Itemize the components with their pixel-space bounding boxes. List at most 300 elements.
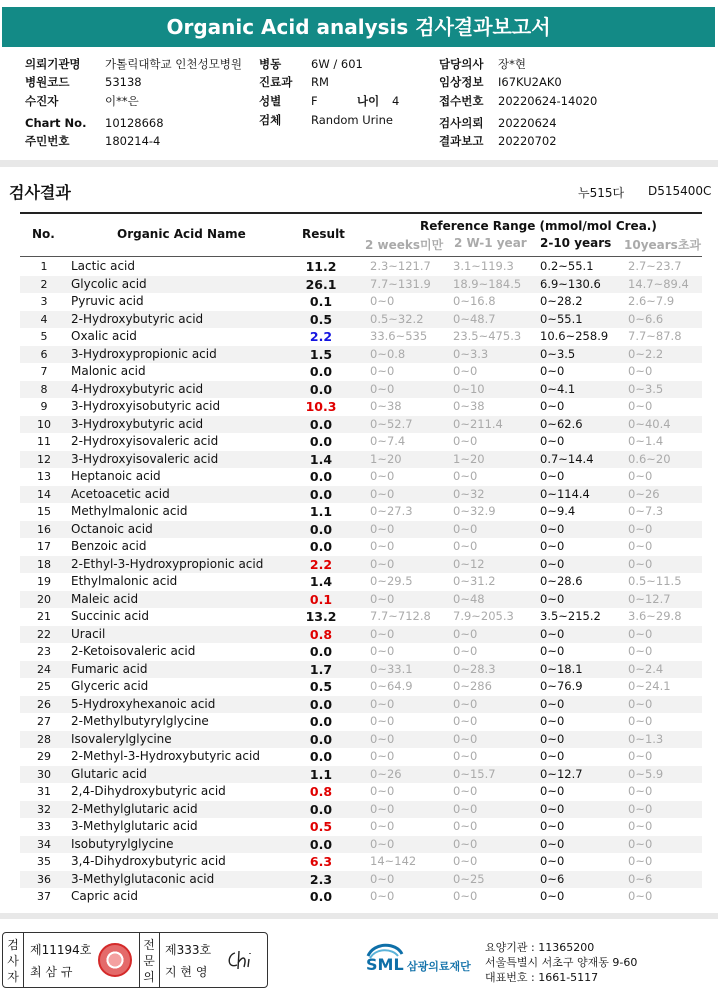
table-row — [20, 801, 702, 819]
reference-range: 14~142 — [370, 854, 417, 868]
reference-range: 0~0 — [453, 854, 478, 868]
result-value: 0.0 — [309, 539, 333, 554]
result-value: 0.0 — [309, 644, 333, 659]
reference-range: 0~3.5 — [540, 346, 576, 361]
reference-range: 0~0 — [628, 854, 653, 868]
acid-name: Methylmalonic acid — [71, 504, 188, 518]
result-value: 0.0 — [309, 364, 333, 379]
reference-range: 0~0 — [540, 714, 565, 728]
lab-logo-text: SML — [366, 955, 404, 974]
reference-range: 0~32.9 — [453, 504, 496, 518]
row-number: 9 — [40, 400, 48, 413]
reference-range: 0~0 — [453, 731, 478, 746]
reference-range: 0~0 — [628, 556, 653, 571]
acid-name: 2-Methylbutyrylglycine — [71, 714, 209, 728]
reference-range: 0~32 — [453, 486, 485, 501]
reference-range: 6.9~130.6 — [540, 276, 601, 291]
row-number: 13 — [37, 470, 51, 483]
table-row — [20, 731, 702, 749]
result-value: 0.5 — [309, 311, 333, 327]
reference-range: 7.7~712.8 — [370, 609, 431, 623]
row-number: 1 — [40, 260, 48, 273]
reference-range: 0~15.7 — [453, 766, 496, 781]
acid-name: 2,4-Dihydroxybutyric acid — [71, 784, 226, 798]
acid-name: 2-Ketoisovaleric acid — [71, 644, 196, 658]
result-value: 6.3 — [309, 854, 333, 869]
reference-range: 0~2.2 — [628, 346, 664, 361]
reference-range: 3.5~215.2 — [540, 609, 601, 623]
result-value: 0.1 — [309, 294, 333, 309]
result-value: 0.8 — [309, 784, 333, 799]
acid-name: Isobutyrylglycine — [71, 836, 174, 851]
row-number: 30 — [37, 767, 51, 781]
row-number: 22 — [37, 627, 51, 641]
reference-range: 0~5.9 — [628, 766, 664, 781]
header-ref-2w-1y: 2 W-1 year — [454, 236, 527, 250]
age-label: 나이 — [357, 94, 380, 108]
table-row — [20, 258, 702, 276]
result-value: 26.1 — [305, 276, 337, 292]
acid-name: 3-Methylglutaric acid — [71, 819, 198, 833]
table-row — [20, 748, 702, 766]
acid-name: 2-Hydroxybutyric acid — [71, 311, 204, 326]
specialist-license: 제333호 — [165, 943, 212, 957]
table-row — [20, 311, 702, 329]
result-value: 0.8 — [309, 626, 333, 642]
acid-name: Glyceric acid — [71, 679, 149, 693]
reference-range: 0~0 — [540, 539, 565, 553]
result-value: 13.2 — [305, 609, 337, 624]
result-value: 0.0 — [309, 381, 333, 397]
lab-name: 삼광의료재단 — [407, 960, 471, 973]
row-number: 32 — [37, 802, 51, 816]
resident-no-label: 주민번호 — [25, 134, 70, 148]
header-result: Result — [302, 227, 345, 241]
acid-name: Benzoic acid — [71, 539, 147, 553]
reference-range: 0~0 — [370, 381, 395, 396]
reference-range: 0~0 — [540, 521, 565, 536]
reference-range: 0~0 — [540, 819, 565, 833]
reference-range: 0~55.1 — [540, 311, 583, 326]
reference-range: 0~7.3 — [628, 504, 664, 518]
table-row — [20, 328, 702, 346]
reference-range: 0~0 — [453, 696, 478, 711]
reference-range: 0~0 — [540, 854, 565, 868]
reference-range: 0~3.3 — [453, 346, 489, 361]
table-row — [20, 451, 702, 469]
row-number: 11 — [37, 435, 51, 448]
specimen-label: 검체 — [259, 113, 282, 127]
table-row — [20, 783, 702, 801]
reference-range: 1~20 — [370, 451, 402, 466]
reference-range: 0~9.4 — [540, 504, 576, 518]
result-value: 0.0 — [309, 889, 333, 904]
result-value: 1.1 — [309, 504, 333, 519]
reference-range: 0~114.4 — [540, 486, 590, 501]
row-number: 21 — [37, 610, 51, 623]
reference-range: 0~64.9 — [370, 679, 413, 693]
reference-range: 0~0 — [628, 626, 653, 641]
reference-range: 0~0 — [540, 836, 565, 851]
reference-range: 0~6.6 — [628, 311, 664, 326]
reference-range: 0~0 — [453, 889, 478, 903]
test-code: D515400C — [648, 184, 712, 198]
header-ref-under-2w: 2 weeks미만 — [365, 238, 444, 252]
requesting-org-label: 의뢰기관명 — [25, 57, 81, 71]
reference-range: 0~0 — [370, 469, 395, 483]
recipient: 이**은 — [105, 94, 139, 108]
reference-range: 0~0 — [628, 801, 653, 816]
reference-range: 0~0 — [453, 784, 478, 798]
report-date: 20220702 — [498, 134, 557, 148]
table-row — [20, 643, 702, 661]
reference-range: 33.6~535 — [370, 329, 428, 343]
row-number: 19 — [37, 575, 51, 588]
reference-range: 0~0 — [540, 556, 565, 571]
specimen: Random Urine — [311, 113, 393, 127]
row-number: 27 — [37, 715, 51, 728]
reference-range: 0~0 — [453, 626, 478, 641]
reference-range: 10.6~258.9 — [540, 329, 609, 343]
reference-range: 2.7~23.7 — [628, 259, 682, 273]
reference-range: 0~0 — [540, 784, 565, 798]
result-value: 0.0 — [309, 416, 333, 432]
table-row — [20, 503, 702, 521]
reference-range: 0~0 — [628, 696, 653, 711]
reference-range: 0~2.4 — [628, 661, 664, 676]
report-title: Organic Acid analysis 검사결과보고서 — [2, 7, 715, 47]
table-row — [20, 591, 702, 609]
reference-range: 0~12.7 — [628, 591, 671, 606]
reference-range: 0~29.5 — [370, 574, 413, 588]
table-row — [20, 696, 702, 714]
row-number: 18 — [37, 557, 51, 571]
doctor: 장*현 — [498, 57, 526, 71]
specialist-name: 지 현 영 — [165, 965, 208, 979]
table-row — [20, 818, 702, 836]
row-number: 8 — [40, 382, 48, 396]
row-number: 35 — [37, 855, 51, 868]
reference-range: 0~0 — [370, 731, 395, 746]
table-row — [20, 398, 702, 416]
acid-name: 5-Hydroxyhexanoic acid — [71, 696, 216, 711]
result-value: 0.0 — [309, 696, 333, 712]
reference-range: 0~0 — [370, 836, 395, 851]
row-number: 17 — [37, 540, 51, 553]
row-number: 31 — [37, 785, 51, 798]
reference-range: 0~40.4 — [628, 416, 671, 431]
request-date-label: 검사의뢰 — [439, 116, 484, 130]
reference-range: 14.7~89.4 — [628, 276, 689, 291]
acid-name: Uracil — [71, 626, 106, 641]
result-value: 0.0 — [309, 434, 333, 449]
reference-range: 1~20 — [453, 451, 485, 466]
header-ref-over-10y: 10years초과 — [624, 238, 702, 252]
reference-range: 7.9~205.3 — [453, 609, 514, 623]
table-row — [20, 766, 702, 784]
reference-range: 0~76.9 — [540, 679, 583, 693]
reference-range: 0~0 — [628, 784, 653, 798]
test-code-kr: 누515다 — [578, 186, 625, 200]
row-number: 10 — [37, 417, 51, 431]
seal-icon — [98, 943, 132, 977]
reference-range: 0~286 — [453, 679, 492, 693]
result-value: 2.3 — [309, 871, 333, 887]
table-row — [20, 871, 702, 889]
reference-range: 0~16.8 — [453, 294, 496, 308]
reference-range: 0~27.3 — [370, 504, 413, 518]
reference-range: 0~28.2 — [540, 294, 583, 308]
reference-range: 0~0 — [540, 434, 565, 448]
table-row — [20, 713, 702, 731]
row-number: 5 — [40, 330, 48, 343]
row-number: 3 — [40, 295, 48, 308]
result-value: 1.7 — [309, 661, 333, 677]
reference-range: 0~0 — [453, 434, 478, 448]
reference-range: 0~18.1 — [540, 661, 583, 676]
table-header-rule — [20, 256, 702, 257]
table-row — [20, 276, 702, 294]
acid-name: 3-Hydroxyisovaleric acid — [71, 451, 219, 466]
reference-range: 0~1.3 — [628, 731, 664, 746]
result-value: 1.4 — [309, 574, 333, 589]
result-value: 0.0 — [309, 749, 333, 764]
table-row — [20, 346, 702, 364]
examiner-license: 제11194호 — [30, 943, 92, 957]
result-value: 0.5 — [309, 819, 333, 834]
reference-range: 7.7~131.9 — [370, 276, 431, 291]
reference-range: 0~0 — [453, 714, 478, 728]
row-number: 28 — [37, 732, 51, 746]
acid-name: Octanoic acid — [71, 521, 153, 536]
reference-range: 0~1.4 — [628, 434, 664, 448]
age: 4 — [392, 94, 400, 108]
reference-range: 0~0 — [628, 399, 653, 413]
reference-range: 0.7~14.4 — [540, 451, 594, 466]
department: RM — [311, 75, 329, 89]
table-row — [20, 853, 702, 871]
row-number: 16 — [37, 522, 51, 536]
row-number: 34 — [37, 837, 51, 851]
table-row — [20, 836, 702, 854]
acid-name: Isovalerylglycine — [71, 731, 172, 746]
reference-range: 0~0 — [628, 819, 653, 833]
report-date-label: 결과보고 — [439, 134, 484, 148]
acid-name: 4-Hydroxybutyric acid — [71, 381, 204, 396]
reference-range: 0~0 — [453, 801, 478, 816]
acid-name: Capric acid — [71, 889, 138, 903]
reference-range: 0~0 — [540, 364, 565, 378]
table-row — [20, 678, 702, 696]
acid-name: 2-Methylglutaric acid — [71, 801, 198, 816]
result-value: 10.3 — [305, 399, 337, 414]
reference-range: 0~0 — [370, 644, 395, 658]
table-row — [20, 661, 702, 679]
reference-range: 0~0 — [540, 696, 565, 711]
reference-range: 0~0 — [370, 364, 395, 378]
acid-name: 3-Hydroxypropionic acid — [71, 346, 217, 361]
reference-range: 0~62.6 — [540, 416, 583, 431]
row-number: 6 — [40, 347, 48, 361]
reference-range: 0~12.7 — [540, 766, 583, 781]
ward-label: 병동 — [259, 57, 282, 71]
reference-range: 0~0 — [540, 801, 565, 816]
ward: 6W / 601 — [311, 57, 363, 71]
reference-range: 0~0 — [540, 889, 565, 903]
acid-name: Pyruvic acid — [71, 294, 144, 308]
row-number: 15 — [37, 505, 51, 518]
acid-name: Malonic acid — [71, 364, 146, 378]
doctor-label: 담당의사 — [439, 57, 484, 71]
hospital-code-label: 병원코드 — [25, 75, 70, 89]
chart-no: 10128668 — [105, 116, 164, 130]
row-number: 26 — [37, 697, 51, 711]
recipient-label: 수진자 — [25, 94, 59, 108]
result-value: 1.4 — [309, 451, 333, 467]
reference-range: 0~0 — [453, 644, 478, 658]
acid-name: Oxalic acid — [71, 329, 137, 343]
resident-no: 180214-4 — [105, 134, 161, 148]
table-top-rule — [20, 212, 702, 214]
reference-range: 0~0 — [540, 399, 565, 413]
clinical-info-label: 임상정보 — [439, 75, 484, 89]
receipt-no: 20220624-14020 — [498, 94, 598, 108]
receipt-no-label: 접수번호 — [439, 94, 484, 108]
header-name: Organic Acid Name — [117, 227, 246, 241]
acid-name: 3,4-Dihydroxybutyric acid — [71, 854, 226, 868]
reference-range: 0~0 — [370, 539, 395, 553]
table-row — [20, 433, 702, 451]
table-row — [20, 416, 702, 434]
signature-icon — [225, 947, 261, 973]
row-number: 36 — [37, 872, 51, 886]
reference-range: 2.6~7.9 — [628, 294, 675, 308]
reference-range: 0~211.4 — [453, 416, 503, 431]
reference-range: 0~0 — [453, 819, 478, 833]
result-value: 0.0 — [309, 731, 333, 747]
reference-range: 0~48 — [453, 591, 485, 606]
acid-name: Ethylmalonic acid — [71, 574, 178, 588]
table-row — [20, 608, 702, 626]
acid-name: Glycolic acid — [71, 276, 147, 291]
header-ref-2-10y: 2-10 years — [540, 236, 612, 250]
acid-name: 2-Methyl-3-Hydroxybutyric acid — [71, 749, 260, 763]
reference-range: 0~0 — [628, 539, 653, 553]
reference-range: 0~0 — [370, 696, 395, 711]
reference-range: 0~0 — [453, 539, 478, 553]
reference-range: 0~0 — [453, 364, 478, 378]
result-value: 0.0 — [309, 836, 333, 852]
reference-range: 0~52.7 — [370, 416, 413, 431]
row-number: 14 — [37, 487, 51, 501]
reference-range: 0~0 — [370, 626, 395, 641]
reference-range: 0~0 — [370, 801, 395, 816]
reference-range: 0~0 — [453, 836, 478, 851]
table-row — [20, 521, 702, 539]
reference-range: 3.6~29.8 — [628, 609, 682, 623]
bottom-band — [0, 913, 718, 919]
acid-name: 2-Ethyl-3-Hydroxypropionic acid — [71, 556, 264, 571]
lab-info — [485, 940, 637, 985]
reference-range: 0~0 — [628, 644, 653, 658]
department-label: 진료과 — [259, 75, 293, 89]
acid-name: 3-Hydroxyisobutyric acid — [71, 399, 221, 413]
reference-range: 2.3~121.7 — [370, 259, 431, 273]
reference-range: 0~0 — [628, 889, 653, 903]
reference-range: 0.5~32.2 — [370, 311, 424, 326]
reference-range: 0~3.5 — [628, 381, 664, 396]
header-reference: Reference Range (mmol/mol Crea.) — [420, 219, 657, 233]
acid-name: 2-Hydroxyisovaleric acid — [71, 434, 219, 448]
reference-range: 0~0 — [628, 836, 653, 851]
reference-range: 0~0 — [540, 469, 565, 483]
row-number: 7 — [40, 365, 48, 378]
reference-range: 3.1~119.3 — [453, 259, 514, 273]
clinical-info: I67KU2AK0 — [498, 75, 562, 89]
reference-range: 0~33.1 — [370, 661, 413, 676]
reference-range: 0~48.7 — [453, 311, 496, 326]
table-row — [20, 468, 702, 486]
reference-range: 0~0 — [628, 521, 653, 536]
result-value: 2.2 — [309, 556, 333, 572]
section-title: 검사결과 — [9, 183, 71, 202]
reference-range: 0~0 — [370, 591, 395, 606]
reference-range: 0.5~11.5 — [628, 574, 682, 588]
row-number: 29 — [37, 750, 51, 763]
requesting-org: 가톨릭대학교 인천성모병원 — [105, 57, 242, 71]
specialist-label: 전 문 의 — [143, 938, 155, 984]
lab-address: 서울특별시 서초구 양재동 9-60 — [485, 956, 638, 969]
reference-range: 0~0 — [453, 749, 478, 763]
result-value: 0.0 — [309, 486, 333, 502]
result-value: 0.5 — [309, 679, 333, 694]
reference-range: 0~0 — [628, 364, 653, 378]
reference-range: 18.9~184.5 — [453, 276, 522, 291]
acid-name: 3-Methylglutaconic acid — [71, 871, 215, 886]
reference-range: 0~0 — [540, 626, 565, 641]
row-number: 25 — [37, 680, 51, 693]
reference-range: 7.7~87.8 — [628, 329, 682, 343]
reference-range: 0~0 — [370, 556, 395, 571]
reference-range: 0~38 — [453, 399, 485, 413]
reference-range: 0~0 — [370, 294, 395, 308]
acid-name: Succinic acid — [71, 609, 150, 623]
reference-range: 0~0 — [453, 521, 478, 536]
result-value: 0.0 — [309, 521, 333, 537]
row-number: 24 — [37, 662, 51, 676]
reference-range: 0.2~55.1 — [540, 259, 594, 273]
hospital-code: 53138 — [105, 75, 142, 89]
reference-range: 0~0 — [628, 714, 653, 728]
reference-range: 0~0 — [370, 749, 395, 763]
reference-range: 0~6 — [628, 871, 653, 886]
reference-range: 0~31.2 — [453, 574, 496, 588]
table-row — [20, 556, 702, 574]
row-number: 37 — [37, 890, 51, 903]
reference-range: 0~28.6 — [540, 574, 583, 588]
result-value: 11.2 — [305, 259, 337, 274]
table-row — [20, 626, 702, 644]
acid-name: 3-Hydroxybutyric acid — [71, 416, 204, 431]
reference-range: 0~26 — [628, 486, 660, 501]
acid-name: Glutaric acid — [71, 766, 147, 781]
row-number: 20 — [37, 592, 51, 606]
table-row — [20, 363, 702, 381]
acid-name: Heptanoic acid — [71, 469, 161, 483]
row-number: 4 — [40, 312, 48, 326]
reference-range: 0~28.3 — [453, 661, 496, 676]
reference-range: 0~0 — [370, 784, 395, 798]
